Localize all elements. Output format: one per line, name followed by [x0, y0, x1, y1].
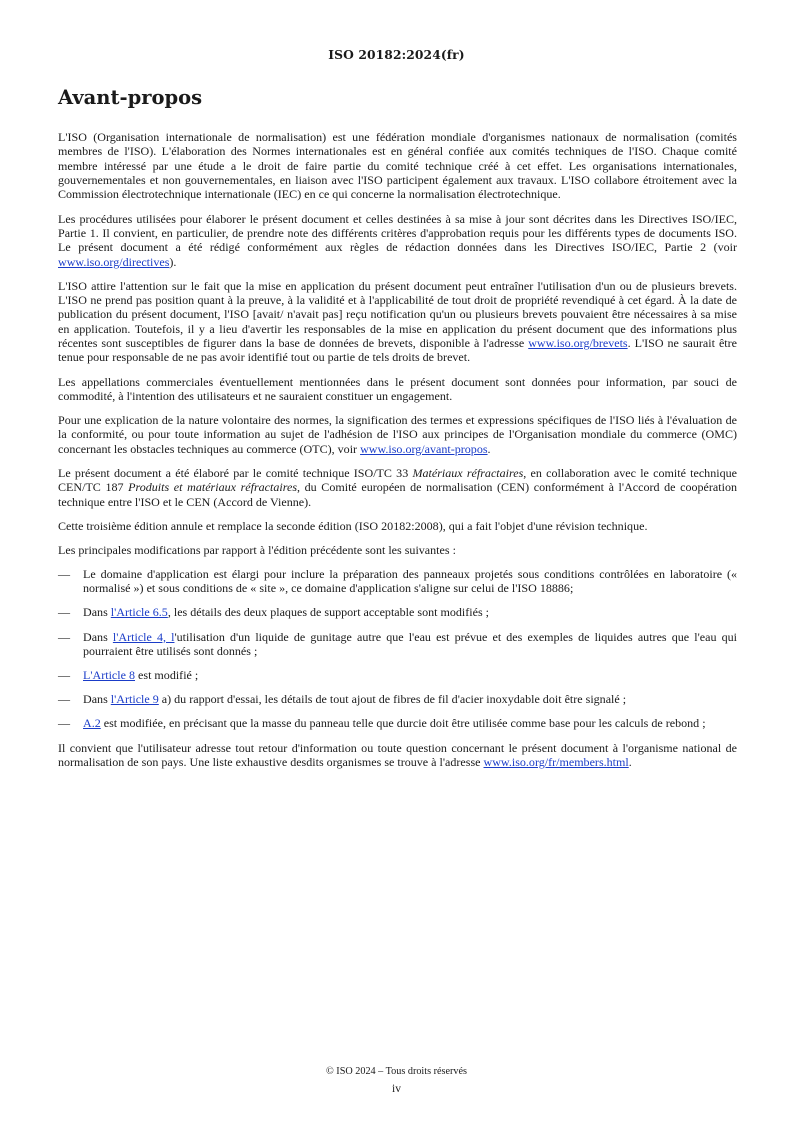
- paragraph-changes-intro: Les principales modifications par rapport à l'édition précédente sont les suivantes :: [58, 542, 456, 557]
- dash-bullet: —: [58, 605, 71, 620]
- page-title: Avant-propos: [58, 86, 203, 109]
- copyright-footer: © ISO 2024 – Tous droits réservés: [326, 1066, 467, 1077]
- list-item: — Le domaine d'application est élargi pour inclure la préparation des panneaux projetés sous conditions contrôlées en laboratoire (« normalisé ») et sous conditions de « site », ce domaine d'application s'aligne sur celui de l'ISO 18886;: [58, 566, 737, 596]
- paragraph-committee: Le présent document a été élaboré par le comité technique ISO/TC 33 Matériaux réfractaires, en collaboration avec le comité technique CEN/TC 187 Produits et matériaux réfractaires, du Comité européen de normalisation (CEN) conformément à l'Accord de coopération technique entre l'ISO et le CEN (Accord de Vienne).: [58, 465, 737, 509]
- link-annex-a2[interactable]: A.2: [83, 716, 101, 731]
- link-article-9[interactable]: l'Article 9: [110, 692, 159, 707]
- dash-bullet: —: [58, 566, 71, 581]
- dash-bullet: —: [58, 629, 71, 644]
- paragraph-voluntary-nature: Pour une explication de la nature volontaire des normes, la signification des termes et expressions spécifiques de l'ISO liés à l'évaluation de la conformité, ou pour toute information au sujet de l'adhésion de l'ISO aux principes de l'Organisation mondiale du commerce (OMC) concernant les obstacles techniques au commerce (OTC), voir www.iso.org/avant-propos.: [58, 413, 737, 456]
- paragraph-iso-intro: L'ISO (Organisation internationale de normalisation) est une fédération mondiale d'organismes nationaux de normalisation (comités membres de l'ISO). L'élaboration des Normes internationales est en général confiée aux comités techniques de l'ISO. Chaque comité membre intéressé par une étude a le droit de faire partie du comité technique créé à cet effet. Les organisations internationales, gouvernementales et non gouvernementales, en liaison avec l'ISO participent également aux travaux. L'ISO collabore étroitement avec la Commission électrotechnique internationale (IEC) en ce qui concerne la normalisation électrotechnique.: [58, 130, 737, 202]
- link-article-8[interactable]: L'Article 8: [83, 668, 136, 683]
- link-avant-propos[interactable]: www.iso.org/avant-propos: [360, 441, 488, 456]
- dash-bullet: —: [58, 668, 71, 683]
- list-item: — Dans l'Article 4, l'utilisation d'un liquide de gunitage autre que l'eau est prévue et des exemples de liquides autres que l'eau qui pourraient être utilisés sont donnés ;: [58, 629, 737, 658]
- link-directives[interactable]: www.iso.org/directives: [58, 254, 170, 269]
- link-article-4[interactable]: l'Article 4, l: [112, 629, 175, 644]
- link-article-6-5[interactable]: l'Article 6.5: [110, 605, 168, 620]
- list-item: — A.2 est modifiée, en précisant que la masse du panneau telle que durcie doit être utilisée comme base pour les calculs de rebond ;: [58, 716, 706, 731]
- document-id-header: ISO 20182:2024(fr): [328, 47, 465, 62]
- paragraph-patents: L'ISO attire l'attention sur le fait que la mise en application du présent document peut entraîner l'utilisation d'un ou de plusieurs brevets. L'ISO ne prend pas position quant à la preuve, à la validité et à l'applicabilité de tout droit de propriété revendiqué à cet égard. À la date de publication du présent document, l'ISO [avait/ n'avait pas] reçu notification qu'un ou plusieurs brevets pouvaient être nécessaires à sa mise en application. Toutefois, il y a lieu d'avertir les responsables de la mise en application du présent document que des informations plus récentes sont susceptibles de figurer dans la base de données de brevets, disponible à l'adresse www.iso.org/brevets. L'ISO ne saurait être tenue pour responsable de ne pas avoir identifié tout ou partie de tels droits de brevet.: [58, 278, 737, 365]
- link-members[interactable]: www.iso.org/fr/members.html: [483, 754, 629, 769]
- paragraph-edition: Cette troisième édition annule et remplace la seconde édition (ISO 20182:2008), qui a fait l'objet d'une révision technique.: [58, 518, 648, 533]
- paragraph-procedures: Les procédures utilisées pour élaborer le présent document et celles destinées à sa mise à jour sont décrites dans les Directives ISO/IEC, Partie 1. Il convient, en particulier, de prendre note des différents critères d'approbation requis pour les différents types de documents ISO. Le présent document a été rédigé conformément aux règles de rédaction données dans les Directives ISO/IEC, Partie 2 (voir www.iso.org/directives).: [58, 211, 737, 269]
- list-item: — L'Article 8 est modifié ;: [58, 668, 199, 683]
- page-number: iv: [392, 1083, 401, 1095]
- list-item: — Dans l'Article 9 a) du rapport d'essai, les détails de tout ajout de fibres de fil d'acier inoxydable doit être signalé ;: [58, 692, 627, 707]
- list-item: — Dans l'Article 6.5, les détails des deux plaques de support acceptable sont modifiés ;: [58, 605, 489, 620]
- foreword-body: [58, 130, 737, 779]
- dash-bullet: —: [58, 716, 71, 731]
- link-brevets[interactable]: www.iso.org/brevets: [528, 336, 628, 351]
- paragraph-trade-names: Les appellations commerciales éventuellement mentionnées dans le présent document sont données pour information, par souci de commodité, à l'intention des utilisateurs et ne sauraient constituer un engagement.: [58, 374, 737, 403]
- paragraph-feedback: Il convient que l'utilisateur adresse tout retour d'information ou toute question concernant le présent document à l'organisme national de normalisation de son pays. Une liste exhaustive desdits organismes se trouve à l'adresse www.iso.org/fr/members.html.: [58, 740, 737, 769]
- dash-bullet: —: [58, 692, 71, 707]
